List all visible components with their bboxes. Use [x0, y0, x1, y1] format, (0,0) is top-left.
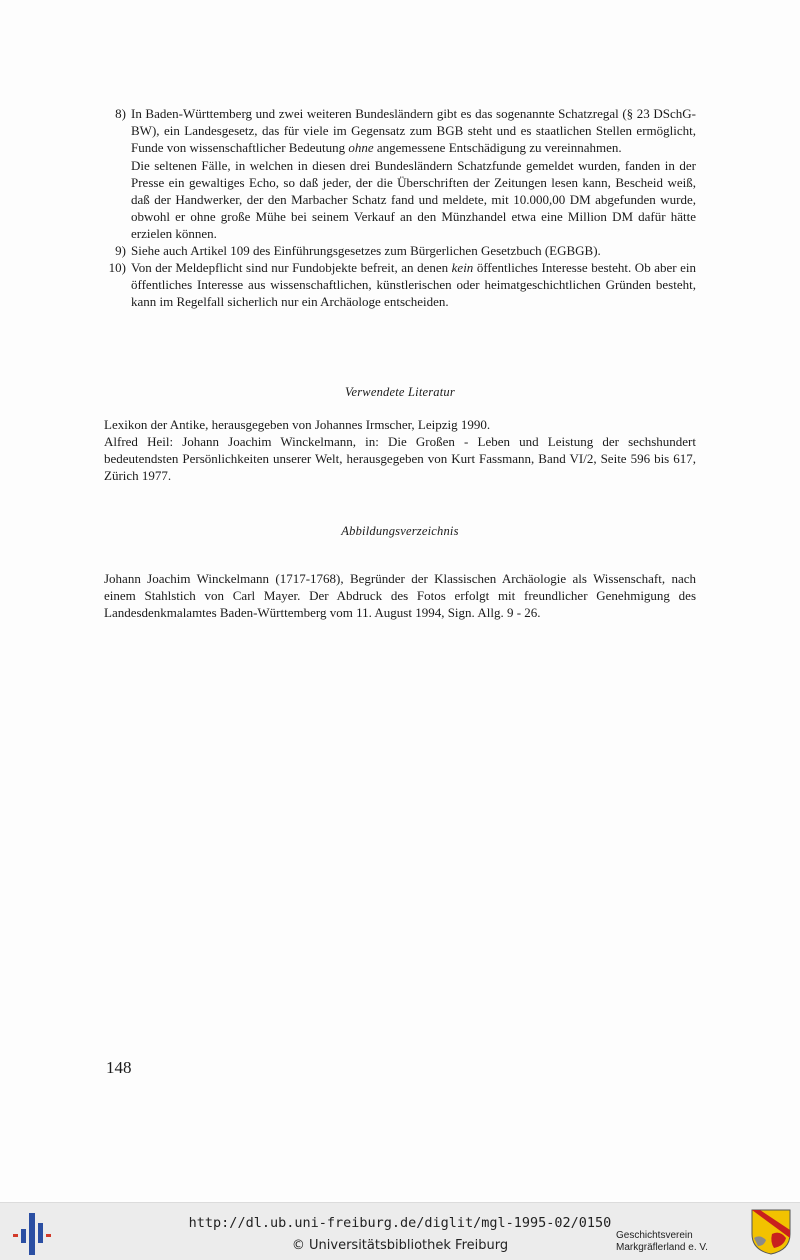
footnote-10	[104, 259, 696, 310]
footnote-paragraph: Siehe auch Artikel 109 des Einführungsgesetzes zum Bürgerlichen Gesetzbuch (EGBGB).	[131, 243, 601, 258]
literature-entry: Alfred Heil: Johann Joachim Winckelmann, in: Die Großen - Leben und Leistung der sechshundert bedeutendsten Persönlichkeiten unserer Welt, herausgegeben von Kurt Fassmann, Band VI/2, Seite 596 bis 617, Zürich 1977.	[104, 434, 696, 483]
footnote-number: 10)	[108, 260, 126, 275]
coat-of-arms-icon	[750, 1208, 792, 1256]
footnotes	[104, 105, 696, 310]
figures-heading: Abbildungsverzeichnis	[341, 524, 459, 538]
page-number: 148	[106, 1058, 132, 1077]
footnote-paragraph: Die seltenen Fälle, in welchen in diesen drei Bundesländern Schatzfunde gemeldet wurden, fanden in der Presse ein gewaltiges Echo, so daß jeder, der die Überschriften der Zeitungen lesen kann, Bescheid weiß, daß der Handwerker, der den Marbacher Schatz fand und meldete, mit 10.000,00 DM abgefunden wurde, obwohl er ohne große Mühe bei seinem Verkauf an den Münzhandel etwa eine Million DM dafür hätte erzielen können.	[131, 158, 696, 241]
literature-entry: Lexikon der Antike, herausgegeben von Johannes Irmscher, Leipzig 1990.	[104, 417, 491, 432]
literature-list	[104, 416, 696, 484]
literature-heading: Verwendete Literatur	[345, 385, 455, 399]
footnote-paragraph: In Baden-Württemberg und zwei weiteren Bundesländern gibt es das sogenannte Schatzregal (§ 23 DSchG-BW), ein Landesgesetz, das für viele im Gegensatz zum BGB steht und es staatlichen Stellen ermöglicht, Funde von wissenschaftlicher Bedeutung ohne angemessene Entschädigung zu vereinnahmen.	[131, 106, 696, 155]
footnote-number: 8)	[115, 106, 126, 121]
footer-bar	[0, 1202, 800, 1260]
source-url[interactable]: http://dl.ub.uni-freiburg.de/diglit/mgl-1995-02/0150	[188, 1215, 612, 1231]
figures-list	[104, 570, 696, 621]
footnote-9	[104, 242, 696, 259]
ub-freiburg-logo-icon	[12, 1213, 52, 1255]
footnote-number: 9)	[115, 243, 126, 258]
figure-entry: Johann Joachim Winckelmann (1717-1768), Begründer der Klassischen Archäologie als Wissenschaft, nach einem Stahlstich von Carl Mayer. Der Abdruck des Fotos erfolgt mit freundlicher Genehmigung des Landesdenkmalamtes Baden-Württemberg vom 11. August 1994, Sign. Allg. 9 - 26.	[104, 571, 696, 620]
organization-name: Geschichtsverein Markgräflerland e. V.	[616, 1230, 708, 1253]
copyright: © Universitätsbibliothek Freiburg	[291, 1238, 509, 1253]
footnote-paragraph: Von der Meldepflicht sind nur Fundobjekte befreit, an denen kein öffentliches Interesse besteht. Ob aber ein öffentliches Interesse aus wissenschaftlichen, künstlerischen oder heimatgeschichtlichen Gründen besteht, kann im Regelfall sicherlich nur ein Archäologe entscheiden.	[131, 260, 696, 309]
footnote-8	[104, 105, 696, 242]
